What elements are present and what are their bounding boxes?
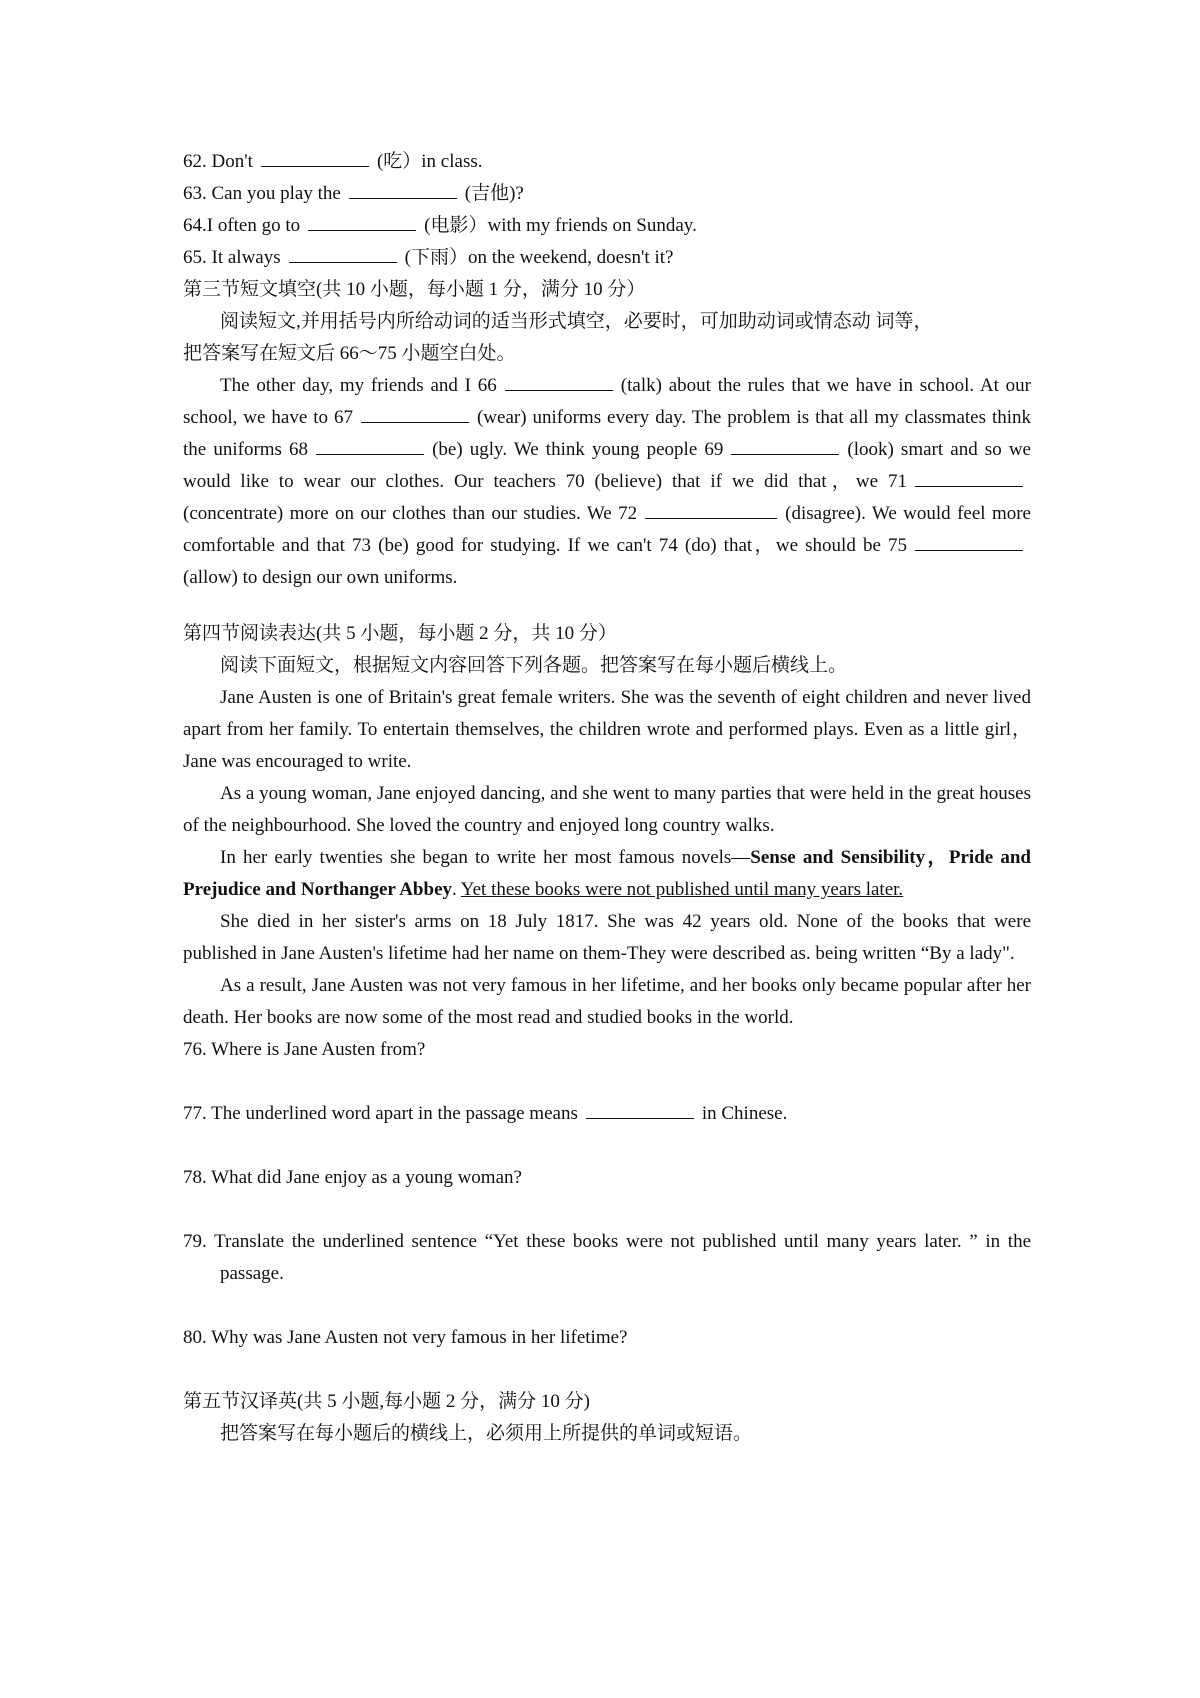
reading-paragraph-3: In her early twenties she began to write her most famous novels—Sense and Sensibility，Pride and Prejudice and Northanger Abbey. Yet these books were not published until many years later.: [183, 847, 1031, 900]
answer-blank: [308, 212, 416, 231]
reading-paragraph-2: As a young woman, Jane enjoyed dancing, and she went to many parties that were held in the great houses of the neighbourhood. She loved the country and enjoyed long country walks.: [183, 783, 1031, 836]
question-62: 62. Don't (吃）in class.: [183, 146, 1031, 178]
reading-paragraph-1: Jane Austen is one of Britain's great female writers. She was the seventh of eight children and never lived apart from her family. To entertain themselves, the children wrote and performed plays. Even as a little girl，Jane was encouraged to write.: [183, 687, 1031, 772]
answer-blank: [505, 372, 613, 391]
section-3-instruction-cont: 把答案写在短文后 66～75 小题空白处。: [183, 343, 516, 364]
section-5-title: 第五节汉译英(共 5 小题,每小题 2 分，满分 10 分): [183, 1391, 590, 1412]
section-4-title: 第四节阅读表达(共 5 小题，每小题 2 分，共 10 分）: [183, 623, 617, 644]
question-64: 64.I often go to (电影）with my friends on Sunday.: [183, 210, 1031, 242]
question-78: 78. What did Jane enjoy as a young woman?: [183, 1167, 522, 1188]
answer-blank: [586, 1100, 694, 1119]
answer-blank: [915, 532, 1023, 551]
reading-paragraph-4: She died in her sister's arms on 18 July 1817. She was 42 years old. None of the books that were published in Jane Austen's lifetime had her name on them-They were described as. being written “By a lady".: [183, 911, 1031, 964]
question-77: 77. The underlined word apart in the passage means in Chinese.: [183, 1098, 1031, 1130]
section-3-title: 第三节短文填空(共 10 小题，每小题 1 分，满分 10 分）: [183, 279, 646, 300]
answer-blank: [289, 244, 397, 263]
question-76: 76. Where is Jane Austen from?: [183, 1039, 426, 1060]
novel-titles: Sense and Sensibility，Pride and Prejudice and Northanger Abbey: [183, 847, 1031, 900]
underlined-sentence: Yet these books were not published until many years later.: [460, 879, 904, 900]
document-page: [183, 146, 1031, 1450]
cloze-passage: The other day, my friends and I 66 (talk) about the rules that we have in school. At our school, we have to 67 (wear) uniforms every day. The problem is that all my classmates think the uniforms 68 (be) ugly. We think young people 69 (look) smart and so we would like to wear our clothes. Our teachers 70 (believe) that if we did that，we 71(concentrate) more on our clothes than our studies. We 72 (disagree). We would feel more comfortable and that 73 (be) good for studying. If we can't 74 (do) that，we should be 75(allow) to design our own uniforms.: [183, 370, 1031, 594]
reading-paragraph-5: As a result, Jane Austen was not very famous in her lifetime, and her books only became popular after her death. Her books are now some of the most read and studied books in the world.: [183, 975, 1031, 1028]
answer-blank: [645, 500, 777, 519]
answer-blank: [731, 436, 839, 455]
question-79: 79. Translate the underlined sentence “Yet these books were not published until many years later. ” in the passage.: [183, 1231, 1031, 1284]
answer-blank: [316, 436, 424, 455]
section-3-instruction: 阅读短文,并用括号内所给动词的适当形式填空，必要时，可加助动词或情态动 词等，: [220, 311, 933, 332]
section-5-instruction: 把答案写在每小题后的横线上，必须用上所提供的单词或短语。: [220, 1423, 753, 1444]
answer-blank: [915, 468, 1023, 487]
answer-blank: [349, 180, 457, 199]
section-4-instruction: 阅读下面短文，根据短文内容回答下列各题。把答案写在每小题后横线上。: [220, 655, 848, 676]
answer-blank: [261, 148, 369, 167]
answer-blank: [361, 404, 469, 423]
question-80: 80. Why was Jane Austen not very famous in her lifetime?: [183, 1327, 628, 1348]
question-65: 65. It always (下雨）on the weekend, doesn't it?: [183, 242, 1031, 274]
question-63: 63. Can you play the (吉他)?: [183, 178, 1031, 210]
